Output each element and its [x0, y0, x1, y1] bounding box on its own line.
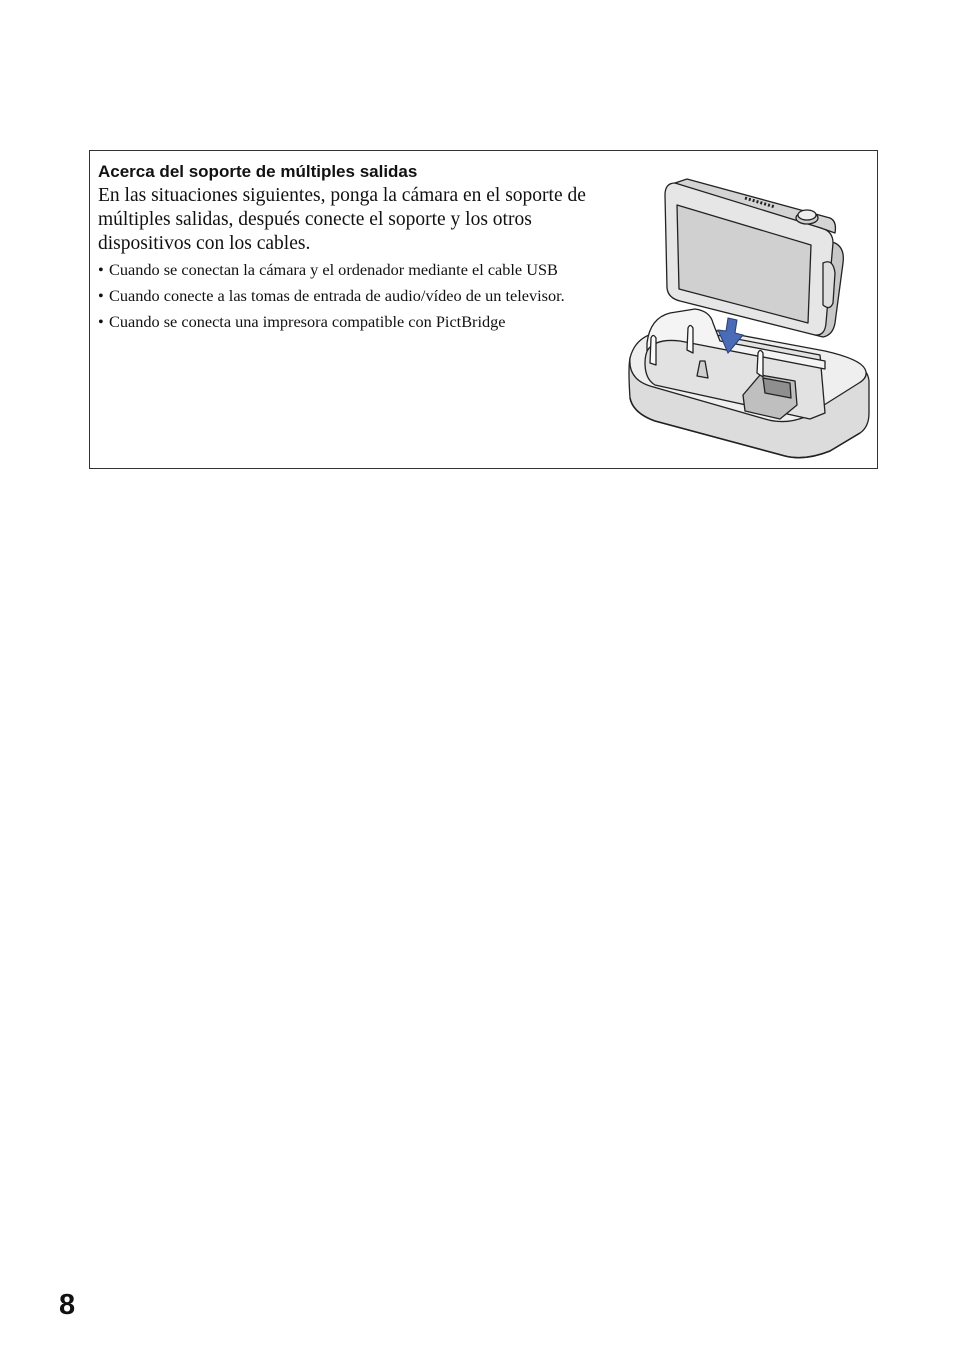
- list-item: [98, 284, 628, 307]
- bullet-list: [98, 258, 628, 336]
- stand-icon: [629, 309, 869, 458]
- page-number: 8: [59, 1289, 75, 1321]
- camera-stand-illustration: [625, 173, 873, 463]
- bullet-icon: •: [98, 286, 104, 305]
- list-item: [98, 310, 628, 333]
- bullet-icon: •: [98, 260, 104, 279]
- list-item: [98, 258, 628, 281]
- list-item-text: Cuando conecte a las tomas de entrada de audio/vídeo de un televisor.: [109, 286, 565, 305]
- note-intro: En las situaciones siguientes, ponga la cámara en el soporte de múltiples salidas, después conecte el soporte y los otros dispositivos con los cables.: [98, 185, 586, 254]
- bullet-icon: •: [98, 312, 104, 331]
- note-title: Acerca del soporte de múltiples salidas: [98, 162, 418, 181]
- list-item-text: Cuando se conectan la cámara y el ordenador mediante el cable USB: [109, 260, 558, 279]
- note-box: [89, 150, 878, 469]
- list-item-text: Cuando se conecta una impresora compatible con PictBridge: [109, 312, 506, 331]
